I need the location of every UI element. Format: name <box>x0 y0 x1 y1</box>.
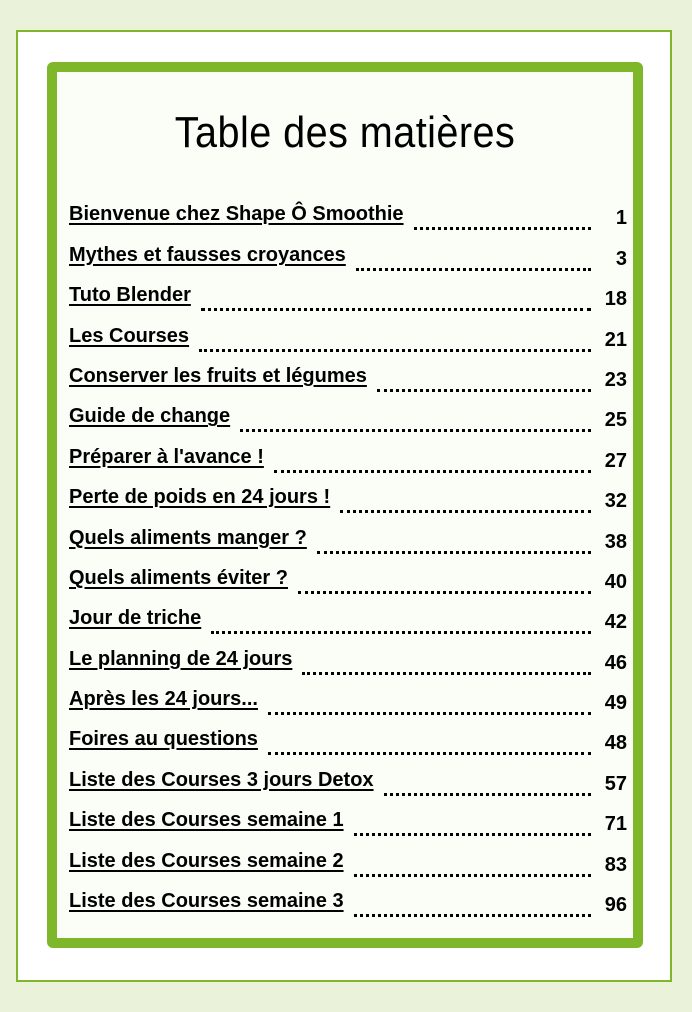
dot-leader <box>199 349 591 352</box>
toc-entry[interactable] <box>69 236 627 276</box>
toc-entry[interactable] <box>69 317 627 357</box>
dot-leader <box>201 308 591 311</box>
dot-leader <box>377 389 591 392</box>
toc-entry-page: 18 <box>604 288 627 311</box>
toc-entry-page: 40 <box>604 570 627 593</box>
dot-leader <box>356 268 591 271</box>
toc-entry-page: 32 <box>604 490 627 513</box>
toc-entry-page: 48 <box>604 732 627 755</box>
toc-entry-page: 46 <box>604 651 627 674</box>
toc-entry[interactable] <box>69 398 627 438</box>
dot-leader <box>274 470 591 473</box>
toc-entry[interactable] <box>69 277 627 317</box>
toc-entry-label[interactable]: Perte de poids en 24 jours ! <box>69 486 331 509</box>
toc-entry[interactable] <box>69 883 627 923</box>
toc-entry[interactable] <box>69 438 627 478</box>
dot-leader <box>384 793 591 796</box>
page-title: Table des matières <box>174 108 516 157</box>
toc-entry-label[interactable]: Liste des Courses 3 jours Detox <box>69 768 374 791</box>
toc-entry[interactable] <box>69 600 627 640</box>
dot-leader <box>302 672 591 675</box>
toc-entry-label[interactable]: Liste des Courses semaine 3 <box>69 890 344 913</box>
toc-entry-page: 96 <box>604 894 627 917</box>
toc-entry-label[interactable]: Liste des Courses semaine 2 <box>69 849 344 872</box>
toc-entry[interactable] <box>69 196 627 236</box>
toc-entry-page: 49 <box>604 692 627 715</box>
toc-entry[interactable] <box>69 640 627 680</box>
dot-leader <box>211 631 591 634</box>
toc-entry-page: 3 <box>615 247 627 270</box>
dot-leader <box>317 551 591 554</box>
dot-leader <box>340 510 591 513</box>
toc-entry-page: 83 <box>604 853 627 876</box>
toc-entry-label[interactable]: Guide de change <box>69 405 231 428</box>
toc-entry[interactable] <box>69 681 627 721</box>
toc-panel <box>47 62 643 948</box>
dot-leader <box>298 591 591 594</box>
toc-entry-page: 23 <box>604 368 627 391</box>
toc-entry-label[interactable]: Le planning de 24 jours <box>69 647 293 670</box>
toc-entry-label[interactable]: Les Courses <box>69 324 190 347</box>
toc-entry[interactable] <box>69 721 627 761</box>
toc-entry-label[interactable]: Liste des Courses semaine 1 <box>69 809 344 832</box>
toc-list <box>69 196 627 923</box>
toc-entry-page: 21 <box>604 328 627 351</box>
toc-entry-label[interactable]: Tuto Blender <box>69 284 191 307</box>
toc-entry[interactable] <box>69 802 627 842</box>
toc-entry-label[interactable]: Préparer à l'avance ! <box>69 445 264 468</box>
toc-entry[interactable] <box>69 479 627 519</box>
dot-leader <box>268 752 591 755</box>
toc-entry-label[interactable]: Quels aliments manger ? <box>69 526 307 549</box>
dot-leader <box>240 429 591 432</box>
toc-entry[interactable] <box>69 560 627 600</box>
toc-entry-label[interactable]: Foires au questions <box>69 728 258 751</box>
toc-entry-page: 38 <box>604 530 627 553</box>
toc-entry-label[interactable]: Jour de triche <box>69 607 202 630</box>
dot-leader <box>354 833 591 836</box>
toc-entry-label[interactable]: Mythes et fausses croyances <box>69 243 346 266</box>
toc-entry-page: 57 <box>604 772 627 795</box>
toc-entry-page: 42 <box>604 611 627 634</box>
toc-entry[interactable] <box>69 842 627 882</box>
toc-entry[interactable] <box>69 358 627 398</box>
toc-entry-page: 25 <box>604 409 627 432</box>
toc-entry-label[interactable]: Quels aliments éviter ? <box>69 566 288 589</box>
toc-entry-page: 71 <box>604 813 627 836</box>
toc-entry-label[interactable]: Conserver les fruits et légumes <box>69 364 367 387</box>
toc-entry-label[interactable]: Bienvenue chez Shape Ô Smoothie <box>69 203 404 226</box>
toc-entry-page: 1 <box>615 207 627 230</box>
toc-entry-label[interactable]: Après les 24 jours... <box>69 688 258 711</box>
toc-entry[interactable] <box>69 519 627 559</box>
dot-leader <box>354 874 591 877</box>
dot-leader <box>354 914 591 917</box>
dot-leader <box>414 227 591 230</box>
toc-entry[interactable] <box>69 761 627 801</box>
toc-entry-page: 27 <box>604 449 627 472</box>
dot-leader <box>268 712 591 715</box>
